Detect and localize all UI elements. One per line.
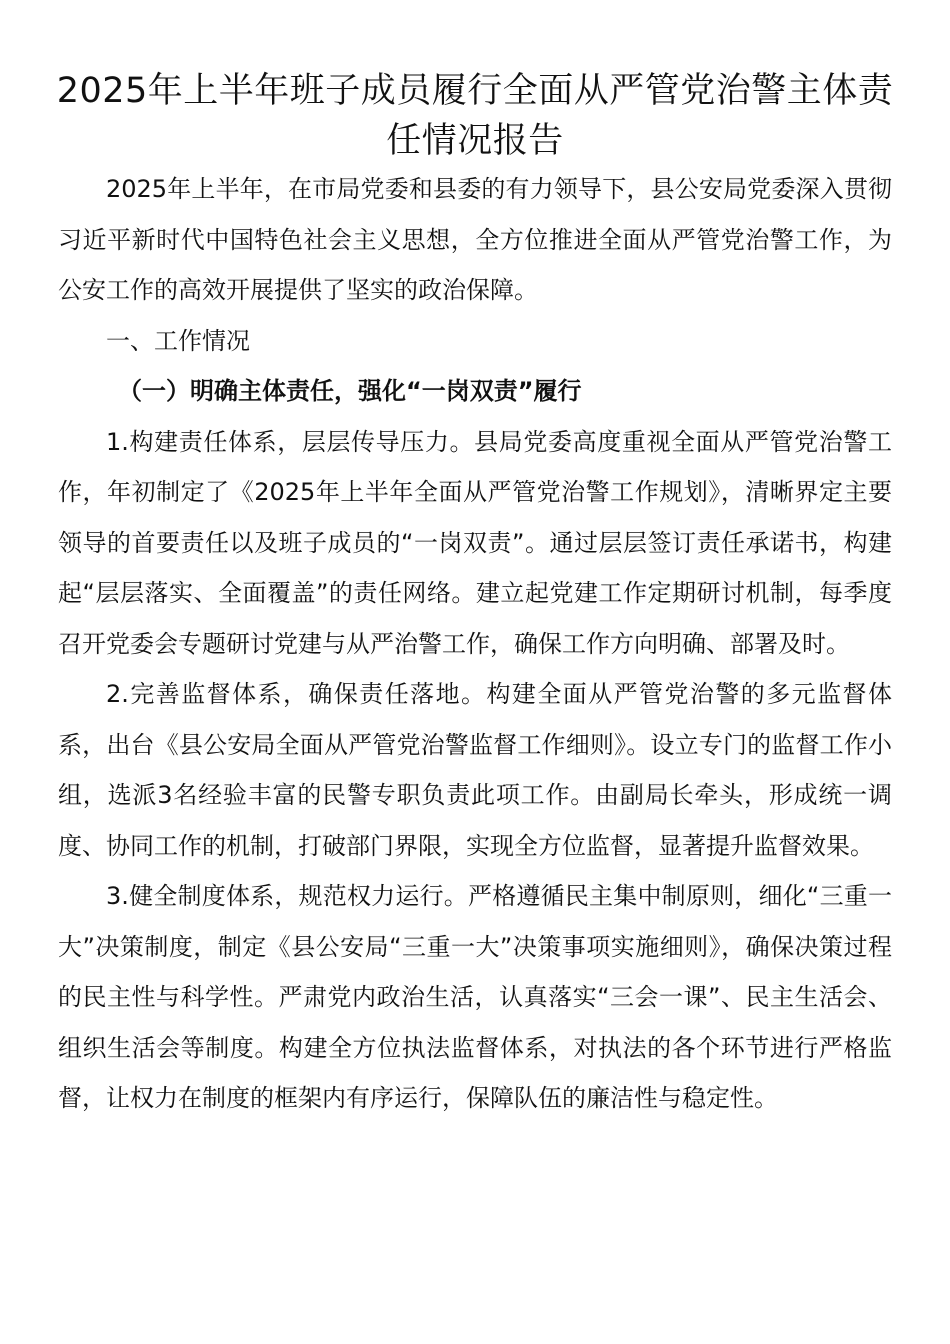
subsection-heading-responsibility: （一）明确主体责任，强化“一岗双责”履行: [118, 377, 582, 405]
document-title: 2025年上半年班子成员履行全面从严管党治警主体责任情况报告: [56, 71, 894, 161]
paragraph-supervision-system: 2.完善监督体系，确保责任落地。构建全面从严管党治警的多元监督体系，出台《县公安局全面从严管党治警监督工作细则》。设立专门的监督工作小组，选派3名经验丰富的民警专职负责此项工作。由副局长牵头，形成统一调度、协同工作的机制，打破部门界限，实现全方位监督，显著提升监督效果。: [58, 680, 892, 860]
paragraph-responsibility-system: 1.构建责任体系，层层传导压力。县局党委高度重视全面从严管党治警工作，年初制定了《2025年上半年全面从严管党治警工作规划》，清晰界定主要领导的首要责任以及班子成员的“一岗双责”。通过层层签订责任承诺书，构建起“层层落实、全面覆盖”的责任网络。建立起党建工作定期研讨机制，每季度召开党委会专题研讨党建与从严治警工作，确保工作方向明确、部署及时。: [58, 427, 892, 658]
intro-paragraph: 2025年上半年，在市局党委和县委的有力领导下，县公安局党委深入贯彻习近平新时代中国特色社会主义思想，全方位推进全面从严管党治警工作，为公安工作的高效开展提供了坚实的政治保障。: [58, 175, 892, 304]
paragraph-institution-system: 3.健全制度体系，规范权力运行。严格遵循民主集中制原则，细化“三重一大”决策制度，制定《县公安局“三重一大”决策事项实施细则》，确保决策过程的民主性与科学性。严肃党内政治生活，认真落实“三会一课”、民主生活会、组织生活会等制度。构建全方位执法监督体系，对执法的各个环节进行严格监督，让权力在制度的框架内有序运行，保障队伍的廉洁性与稳定性。: [58, 882, 892, 1112]
document-body: [58, 164, 892, 1124]
section-heading-work-status: 一、工作情况: [106, 326, 250, 355]
